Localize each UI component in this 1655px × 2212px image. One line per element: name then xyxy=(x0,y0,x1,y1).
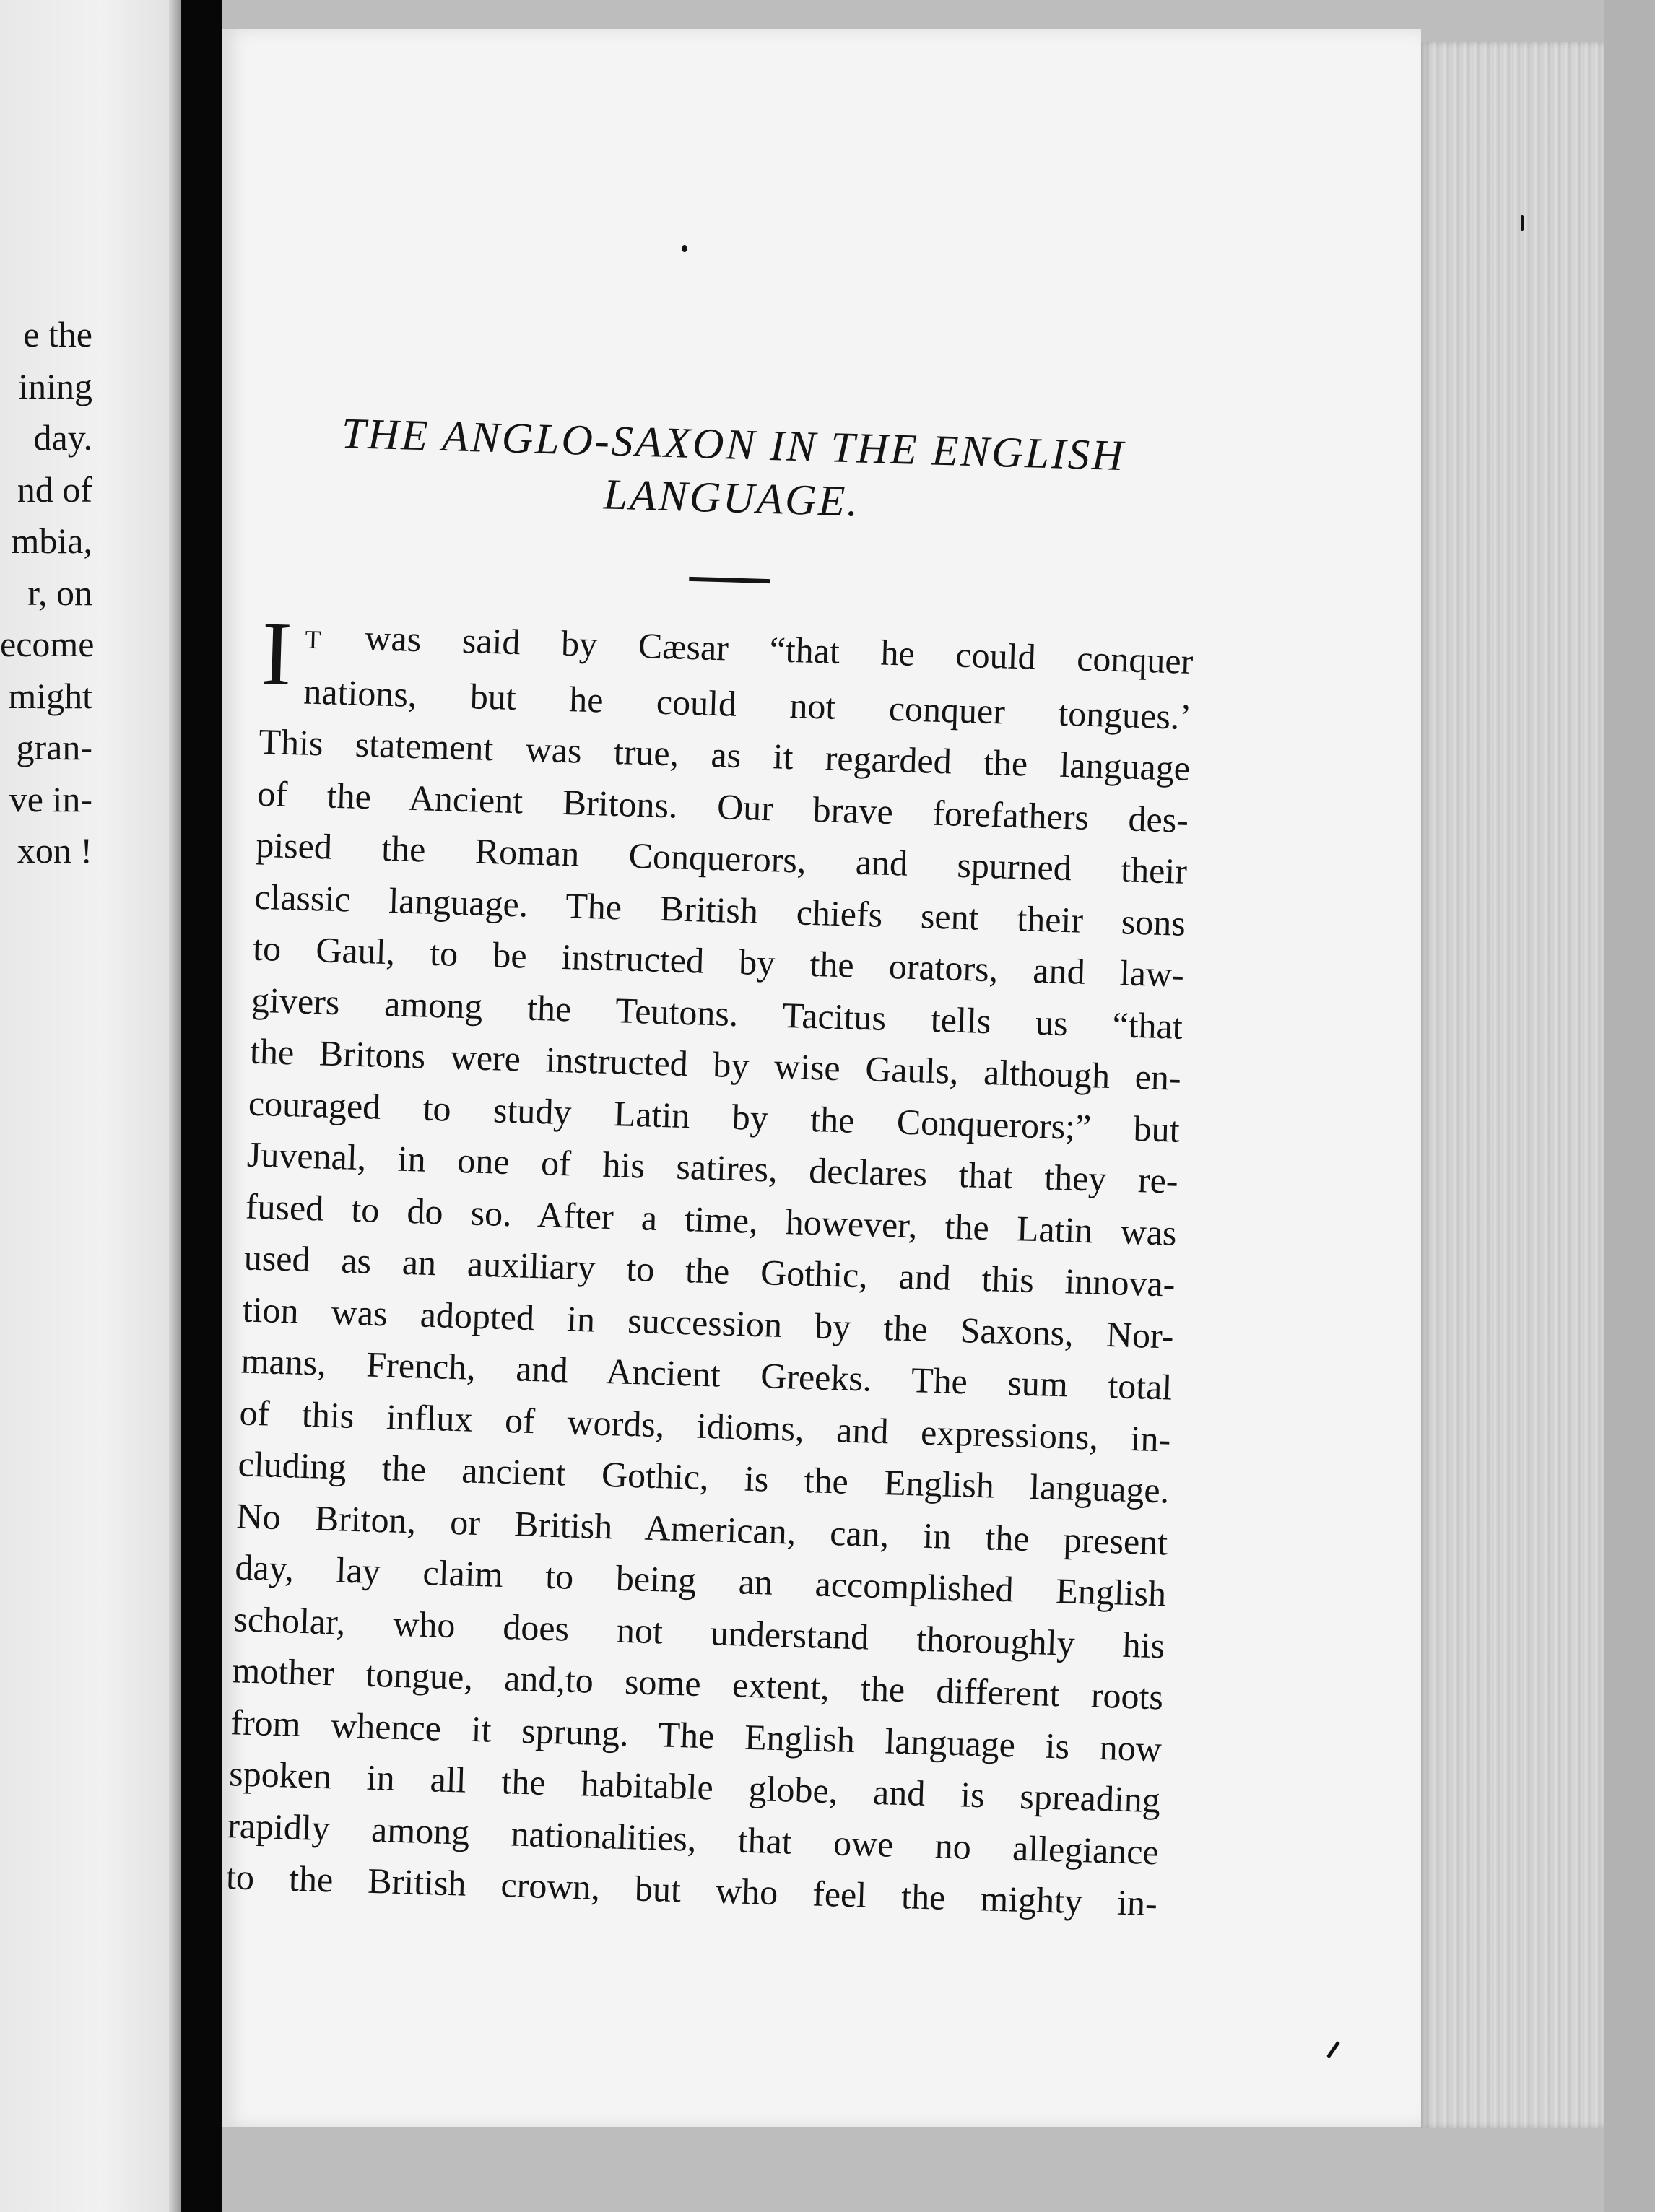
page-stack-edge xyxy=(1421,42,1604,2128)
text-line: couraged to study Latin by the Conquerors;” but xyxy=(248,1082,1181,1150)
text-line: scholar, who does not understand thoroughly his xyxy=(233,1598,1165,1665)
left-page-line: mbia, xyxy=(11,521,92,561)
title-rule xyxy=(689,577,770,583)
text-line: This statement was true, as it regarded the language xyxy=(258,720,1191,788)
text-line: to Gaul, to be instructed by the orators, and law- xyxy=(252,927,1185,995)
article-body xyxy=(225,603,1194,1930)
book-gutter xyxy=(181,0,222,2212)
text-line: of this influx of words, idioms, and expressions, in- xyxy=(238,1391,1172,1460)
text-line: rapidly among nationalities, that owe no allegiance xyxy=(227,1804,1160,1872)
left-page-line: r, on xyxy=(27,572,92,613)
text-line-rest: was said by Cæsar “that he could conquer xyxy=(323,616,1194,682)
drop-cap: I xyxy=(260,603,294,705)
left-page-line: ve in- xyxy=(9,778,92,819)
text-line: of the Ancient Britons. Our brave forefathers des- xyxy=(256,772,1189,840)
title-line: THE ANGLO-SAXON IN THE ENGLISH xyxy=(341,409,1126,480)
text-line: No Briton, or British American, can, in the present xyxy=(235,1494,1168,1562)
text-line: fused to do so. After a time, however, the Latin was xyxy=(245,1185,1178,1253)
ink-speck xyxy=(682,245,687,252)
left-page-line: gran- xyxy=(16,727,92,767)
small-caps-letter: T xyxy=(305,624,325,655)
left-page-line: ecome xyxy=(0,624,95,664)
text-line: the Britons were instructed by wise Gauls, although en- xyxy=(249,1030,1182,1098)
left-page-line: xon ! xyxy=(17,830,92,871)
left-page-text xyxy=(0,309,95,877)
left-page-line: e the xyxy=(23,314,92,354)
text-line: from whence it sprung. The English language is now xyxy=(230,1701,1163,1769)
text-line: mother tongue, and,to some extent, the different roots xyxy=(231,1650,1164,1717)
text-line: spoken in all the habitable globe, and is spreading xyxy=(228,1753,1161,1821)
text-line: pised the Roman Conquerors, and spurned their xyxy=(255,824,1188,892)
text-line: mans, French, and Ancient Greeks. The sum total xyxy=(240,1340,1173,1408)
left-page-line: might xyxy=(8,675,92,716)
text-line: to the British crown, but who feel the mighty in- xyxy=(225,1856,1158,1924)
left-page-line: day. xyxy=(33,417,92,458)
left-facing-page xyxy=(0,0,169,2212)
page-edge xyxy=(169,0,181,2212)
text-line: cluding the ancient Gothic, is the English language. xyxy=(237,1443,1170,1511)
text-line: tion was adopted in succession by the Saxons, Nor- xyxy=(242,1288,1175,1357)
text-line: Juvenal, in one of his satires, declares that they re- xyxy=(246,1133,1179,1201)
text-line: day, lay claim to being an accomplished English xyxy=(234,1546,1167,1614)
scan-border xyxy=(1604,0,1655,2212)
left-page-line: ining xyxy=(18,365,92,406)
left-page-line: nd of xyxy=(17,469,92,510)
text-line: nations, but he could not conquer tongues.’ xyxy=(303,671,1192,737)
text-line: used as an auxiliary to the Gothic, and this innova- xyxy=(243,1237,1176,1305)
text-line: givers among the Teutons. Tacitus tells us “that xyxy=(251,979,1183,1047)
title-line: LANGUAGE. xyxy=(602,470,861,526)
article xyxy=(225,404,1199,1930)
ink-speck xyxy=(1521,215,1524,231)
text-line: classic language. The British chiefs sent their sons xyxy=(253,876,1186,944)
